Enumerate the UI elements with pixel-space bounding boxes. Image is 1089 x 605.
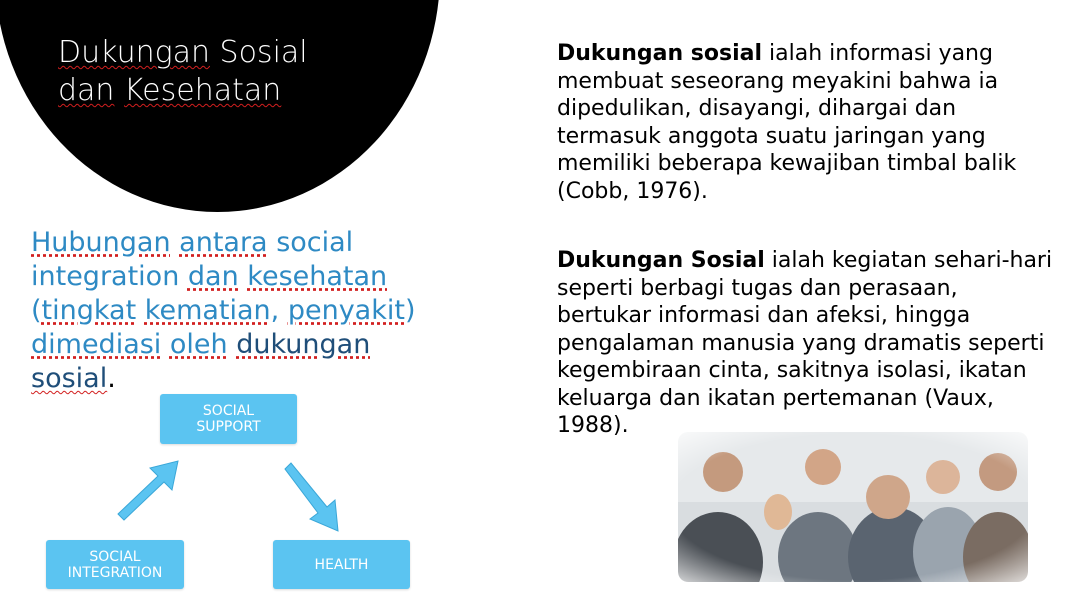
text-run: antara [179,227,268,258]
definition-cobb [557,40,1057,205]
definition-term: Dukungan sosial [557,41,763,66]
box-label: SUPPORT [196,419,261,435]
social-support-box [160,394,297,444]
definition-text: ialah kegiatan sehari-hari seperti berbagi tugas dan perasaan, bertukar informasi dan afeksi, hingga pengalaman manusia yang dramatis seperti kegembiraan cinta, sakitnya isolasi, ikatan keluarga dan ikatan pertemanan (Vaux, 1988). [557,248,1053,438]
definition-vaux [557,247,1057,440]
title-word: Kesehatan [124,73,282,108]
definition-term: Dukungan Sosial [557,248,765,273]
text-run: ( [31,295,42,326]
text-run: dukungan [236,329,371,360]
text-run: kematian [144,295,271,326]
text-run: penyakit [287,295,405,326]
arrow-down-icon [285,463,338,531]
definition-text: ialah informasi yang membuat seseorang meyakini bahwa ia dipedulikan, disayangi, dihargai dan termasuk anggota suatu jaringan yang memiliki beberapa kewajiban timbal balik (Cobb, 1976). [557,41,1017,204]
text-run: social integration [31,227,354,292]
box-label: HEALTH [314,556,369,573]
title-word: dan [58,73,115,108]
health-box [273,540,410,589]
title-word: Dukungan [58,35,210,70]
text-run: . [107,363,116,394]
text-run: tingkat [41,295,137,326]
text-run: , [270,295,288,326]
title-word: Sosial [210,35,308,70]
box-label: SOCIAL [89,548,141,565]
text-run: dan [187,261,239,292]
box-label: INTEGRATION [67,564,163,581]
text-run: ) [404,295,416,326]
group-support-photo [678,432,1028,582]
arrow-up-icon [118,461,178,520]
text-run: sosial [31,363,108,394]
text-run: Hubungan [31,227,171,258]
text-run: dimediasi [31,329,162,360]
social-integration-box [46,540,184,589]
box-label: SOCIAL [202,403,255,419]
text-run: oleh [169,329,228,360]
text-run: kesehatan [247,261,388,292]
